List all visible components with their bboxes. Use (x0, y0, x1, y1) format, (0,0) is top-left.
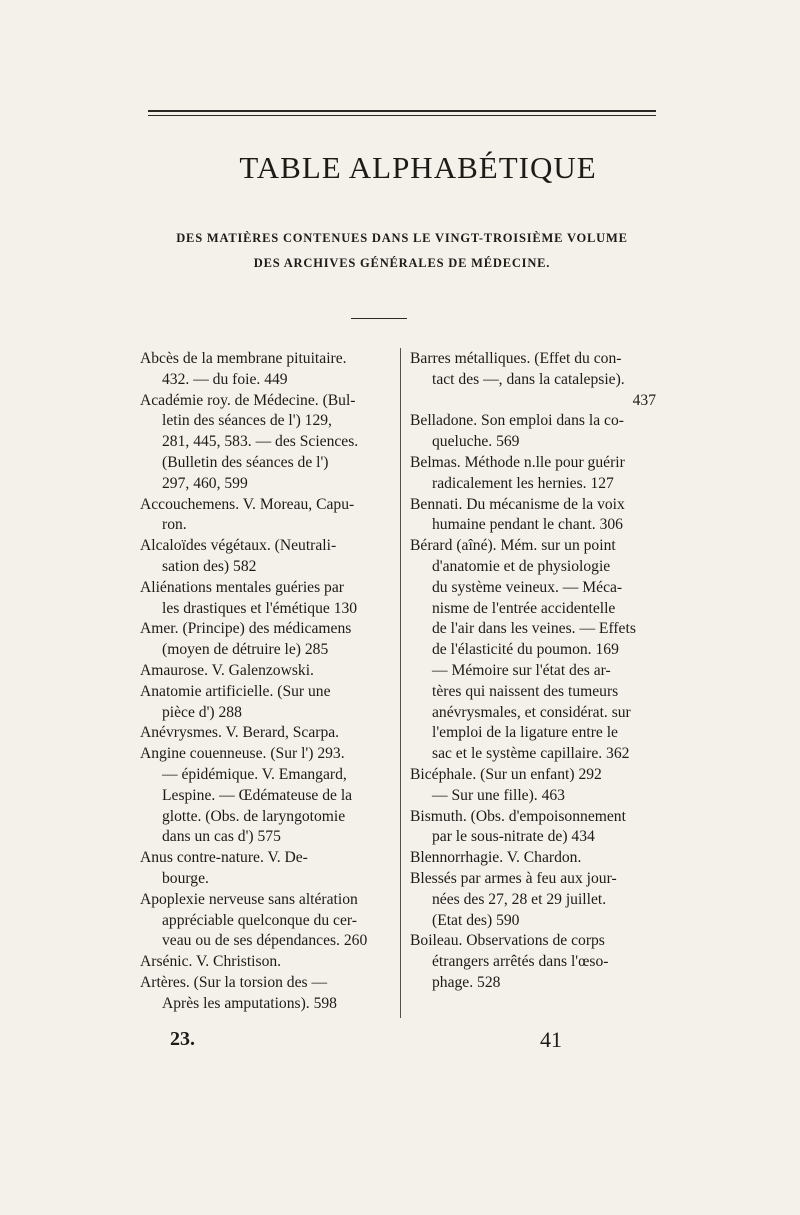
index-entry (140, 578, 395, 620)
index-entry (410, 349, 656, 411)
entry-continuation-line: — épidémique. V. Emangard, (162, 765, 347, 783)
index-column-right (410, 349, 656, 994)
entry-continuation-line: de l'élasticité du poumon. 169 (432, 641, 619, 659)
entry-continuation-line: (moyen de détruire le) 285 (162, 641, 329, 659)
entry-continuation-line: sation des) 582 (162, 557, 257, 575)
subtitle-line-1: DES MATIÈRES CONTENUES DANS LE VINGT-TROISIÈME VOLUME (176, 231, 628, 245)
entry-continuation-line: (Etat des) 590 (432, 911, 520, 929)
index-entry (410, 411, 656, 453)
signature-mark: 23. (170, 1028, 195, 1050)
index-entry (140, 744, 395, 848)
index-entry (140, 391, 395, 495)
entry-continuation-line: anévrysmales, et considérat. sur (432, 703, 631, 721)
entry-continuation-line: sac et le système capillaire. 362 (432, 745, 630, 763)
entry-headword-line: Apoplexie nerveuse sans altération (140, 890, 358, 908)
index-entry (140, 349, 395, 391)
index-entry (410, 931, 656, 993)
entry-continuation-line: pièce d') 288 (162, 703, 242, 721)
entry-headword-line: Blennorrhagie. V. Chardon. (410, 849, 582, 867)
index-column-left (140, 349, 395, 1015)
entry-continuation-line: humaine pendant le chant. 306 (432, 516, 623, 534)
column-divider (400, 348, 401, 1018)
entry-continuation-line: bourge. (162, 869, 209, 887)
entry-headword-line: Anus contre-nature. V. De- (140, 849, 308, 867)
entry-headword-line: Barres métalliques. (Effet du con- (410, 350, 622, 367)
entry-headword-line: Amaurose. V. Galenzowski. (140, 661, 314, 679)
index-entry (140, 890, 395, 952)
entry-continuation-line: glotte. (Obs. de laryngotomie (162, 807, 346, 825)
entry-headword-line: Académie roy. de Médecine. (Bul- (140, 391, 356, 409)
entry-continuation-line: letin des séances de l') 129, (162, 412, 332, 430)
entry-continuation-line: l'emploi de la ligature entre le (432, 724, 618, 742)
entry-headword-line: Bérard (aîné). Mém. sur un point (410, 537, 616, 555)
entry-continuation-line: 432. — du foie. 449 (162, 370, 288, 388)
index-entry (140, 495, 395, 537)
entry-headword-line: Aliénations mentales guéries par (140, 578, 344, 596)
index-entry (410, 869, 656, 931)
entry-headword-line: Bicéphale. (Sur un enfant) 292 (410, 765, 602, 783)
entry-headword-line: Bismuth. (Obs. d'empoisonnement (410, 807, 626, 825)
entry-headword-line: Bennati. Du mécanisme de la voix (410, 495, 625, 513)
index-entry (140, 952, 395, 973)
subtitle-line-2: DES ARCHIVES GÉNÉRALES DE MÉDECINE. (253, 256, 551, 270)
entry-continuation-line: Lespine. — Œdémateuse de la (162, 786, 353, 804)
entry-headword-line: Artères. (Sur la torsion des — (140, 973, 328, 991)
entry-continuation-line: queluche. 569 (432, 433, 520, 451)
index-entry (140, 619, 395, 661)
page-number: 41 (540, 1027, 562, 1052)
entry-continuation-line: Après les amputations). 598 (162, 994, 337, 1012)
header-rule (148, 110, 656, 112)
entry-headword-line: Anévrysmes. V. Berard, Scarpa. (140, 724, 340, 742)
index-entry (410, 765, 656, 807)
entry-continuation-line: — Mémoire sur l'état des ar- (432, 661, 611, 679)
entry-continuation-line: dans un cas d') 575 (162, 828, 281, 846)
entry-headword-line: Belmas. Méthode n.lle pour guérir (410, 453, 625, 471)
entry-headword-line: Accouchemens. V. Moreau, Capu- (140, 495, 355, 513)
index-entry (410, 495, 656, 537)
entry-continuation-line: (Bulletin des séances de l') (162, 453, 329, 471)
entry-continuation-line: 281, 445, 583. — des Sciences. (162, 433, 359, 451)
entry-continuation-line: 297, 460, 599 (162, 474, 248, 492)
entry-continuation-line: phage. 528 (432, 973, 501, 991)
entry-continuation-line: — Sur une fille). 463 (432, 786, 565, 804)
index-entry (410, 453, 656, 495)
index-entry (140, 661, 395, 682)
entry-headword-line: Anatomie artificielle. (Sur une (140, 682, 331, 700)
index-entry (140, 848, 395, 890)
entry-continuation-line: étrangers arrêtés dans l'œso- (432, 953, 609, 971)
entry-headword-line: Boileau. Observations de corps (410, 932, 605, 950)
entry-headword-line: Alcaloïdes végétaux. (Neutrali- (140, 537, 337, 555)
entry-headword-line: Abcès de la membrane pituitaire. (140, 350, 347, 367)
entry-continuation-line: ron. (162, 516, 187, 534)
entry-continuation-line: tères qui naissent des tumeurs (432, 682, 619, 700)
header-rule-thin (148, 115, 656, 116)
entry-continuation-line: nisme de l'entrée accidentelle (432, 599, 616, 617)
entry-headword-line: Amer. (Principe) des médicamens (140, 620, 352, 638)
entry-continuation-line: appréciable quelconque du cer- (162, 911, 357, 929)
entry-headword-line: Arsénic. V. Christison. (140, 953, 282, 971)
entry-continuation-line: tact des —, dans la catalepsie). (432, 370, 625, 388)
entry-continuation-line: nées des 27, 28 et 29 juillet. (432, 890, 607, 908)
entry-headword-line: Blessés par armes à feu aux jour- (410, 869, 617, 887)
entry-headword-line: Belladone. Son emploi dans la co- (410, 412, 624, 430)
entry-continuation-line: 437 (632, 391, 656, 409)
entry-continuation-line: du système veineux. — Méca- (432, 578, 623, 596)
index-entry (140, 973, 395, 1015)
entry-headword-line: Angine couenneuse. (Sur l') 293. (140, 745, 345, 763)
entry-continuation-line: radicalement les hernies. 127 (432, 474, 614, 492)
page-title: TABLE ALPHABÉTIQUE (239, 150, 597, 185)
entry-continuation-line: d'anatomie et de physiologie (432, 557, 611, 575)
index-entry (410, 807, 656, 849)
index-entry (410, 848, 656, 869)
entry-continuation-line: par le sous-nitrate de) 434 (432, 828, 595, 846)
entry-continuation-line: de l'air dans les veines. — Effets (432, 620, 636, 638)
index-entry (140, 682, 395, 724)
entry-continuation-line: les drastiques et l'émétique 130 (162, 599, 358, 617)
index-entry (140, 723, 395, 744)
index-entry (410, 536, 656, 765)
entry-continuation-line: veau ou de ses dépendances. 260 (162, 932, 368, 950)
index-entry (140, 536, 395, 578)
section-divider (351, 318, 407, 319)
